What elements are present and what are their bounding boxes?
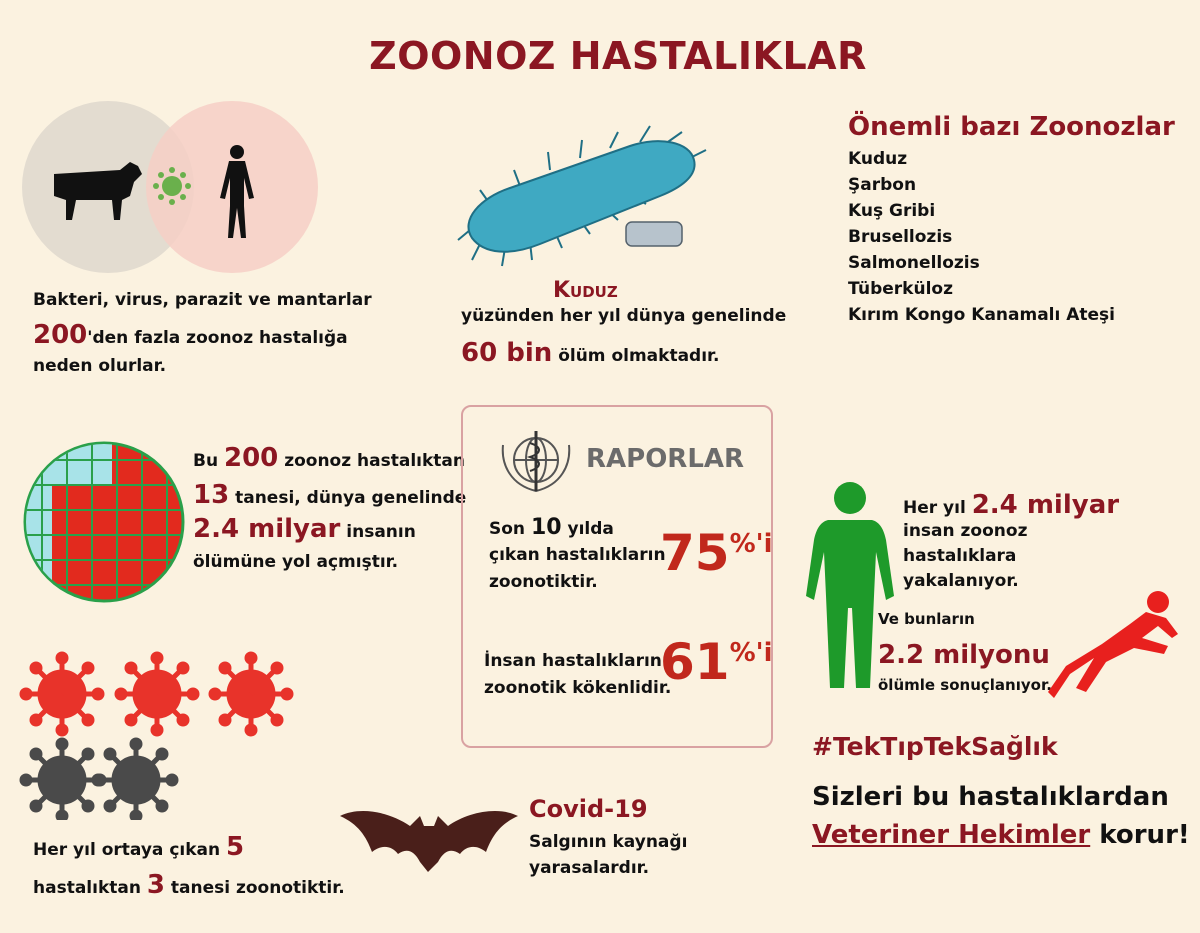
venn-count: 200: [33, 320, 88, 350]
globe-post2: tanesi, dünya genelinde: [235, 488, 467, 508]
reports-heading: RAPORLAR: [586, 444, 745, 474]
viruses-post2: tanesi zoonotiktir.: [170, 878, 345, 898]
r1-num: 10: [530, 515, 562, 540]
venn-line1: Bakteri, virus, parazit ve mantarlar: [33, 290, 372, 310]
human-line6: ölümle sonuçlanıyor.: [878, 676, 1052, 694]
venn-line3: neden olurlar.: [33, 356, 167, 376]
globe-icon: [22, 440, 187, 605]
globe-n2: 13: [193, 480, 230, 510]
viruses-line2: [33, 870, 345, 900]
kuduz-label: Kuduz: [553, 278, 618, 303]
list-item: Brusellozis: [848, 227, 953, 247]
viruses-n2: 3: [146, 870, 165, 900]
reports-r1-line2: çıkan hastalıkların: [489, 545, 666, 565]
rabies-virus-illustration: [450, 120, 740, 270]
list-item: Tüberküloz: [848, 279, 953, 299]
page-title: ZOONOZ HASTALIKLAR: [369, 34, 867, 78]
bat-icon: [340, 796, 518, 876]
globe-line2: [193, 480, 466, 510]
important-list: [848, 146, 1115, 328]
red-virus-icon: [115, 652, 199, 736]
list-item: Kırım Kongo Kanamalı Ateşi: [848, 305, 1116, 325]
red-virus-icon: [209, 652, 293, 736]
viruses-pre: Her yıl ortaya çıkan: [33, 840, 221, 860]
veteriner-link[interactable]: Veteriner Hekimler: [812, 820, 1091, 850]
covid-heading: Covid-19: [529, 795, 648, 823]
viruses-n1: 5: [226, 832, 245, 862]
r1-post: yılda: [567, 519, 614, 539]
covid-line1: Salgının kaynağı: [529, 832, 688, 852]
human-line3: hastalıklara: [903, 546, 1017, 566]
venn-line2: [33, 320, 348, 350]
human-line1: [903, 490, 1119, 520]
human-amount: 2.4 milyar: [971, 490, 1120, 520]
kuduz-line2: [461, 338, 719, 368]
virus-icons-group: [18, 650, 308, 820]
important-heading: Önemli bazı Zoonozlar: [848, 112, 1175, 142]
venn-count-suffix: 'den fazla zoonoz hastalığa: [87, 328, 348, 348]
hashtag: #TekTıpTekSağlık: [812, 732, 1058, 761]
globe-n1: 200: [223, 443, 279, 473]
fallen-figure-icon: [1046, 588, 1184, 706]
globe-line3: [193, 514, 416, 544]
human-line2: insan zoonoz: [903, 521, 1028, 541]
globe-post1: zoonoz hastalıktan: [284, 451, 465, 471]
covid-line2: yarasalardır.: [529, 858, 650, 878]
reports-r1-line1: [489, 515, 614, 540]
r1-suffix: %'i: [729, 529, 773, 559]
reports-r2-line1: İnsan hastalıkların: [484, 651, 662, 671]
kuduz-line1: yüzünden her yıl dünya genelinde: [461, 306, 787, 326]
viruses-line1: [33, 832, 244, 862]
r2-suffix: %'i: [729, 638, 773, 668]
viruses-pre2: hastalıktan: [33, 878, 141, 898]
footer-line1: Sizleri bu hastalıklardan: [812, 782, 1169, 812]
globe-n3: 2.4 milyar: [193, 514, 341, 544]
globe-line1: [193, 443, 465, 473]
red-virus-icon: [20, 652, 104, 736]
r1-pct: 75: [660, 524, 730, 582]
kuduz-amount: 60 bin: [461, 338, 553, 368]
list-item: Şarbon: [848, 175, 917, 195]
footer-line2: [812, 820, 1190, 850]
reports-r2-line2: zoonotik kökenlidir.: [484, 678, 672, 698]
list-item: Salmonellozis: [848, 253, 980, 273]
human-amount2: 2.2 milyonu: [878, 640, 1050, 670]
r1-pre: Son: [489, 519, 526, 539]
r2-pct: 61: [660, 633, 730, 691]
globe-post3: insanın: [346, 522, 416, 542]
reports-r1-percent: [660, 524, 773, 582]
gray-virus-icon: [94, 738, 178, 820]
gray-virus-icon: [20, 738, 104, 820]
human-line5: Ve bunların: [878, 610, 975, 628]
reports-r2-percent: [660, 633, 773, 691]
virus-capsule: [626, 222, 682, 246]
who-logo-icon: [497, 425, 575, 495]
list-item: Kuş Gribi: [848, 201, 936, 221]
globe-line4: ölümüne yol açmıştır.: [193, 552, 399, 572]
footer-line2-post: korur!: [1099, 820, 1190, 850]
human-pre: Her yıl: [903, 498, 966, 518]
list-item: Kuduz: [848, 149, 908, 169]
globe-pre1: Bu: [193, 451, 219, 471]
reports-r1-line3: zoonotiktir.: [489, 572, 598, 592]
kuduz-line2-suffix: ölüm olmaktadır.: [558, 346, 720, 366]
venn-diagram: [20, 100, 325, 275]
human-line4: yakalanıyor.: [903, 571, 1019, 591]
